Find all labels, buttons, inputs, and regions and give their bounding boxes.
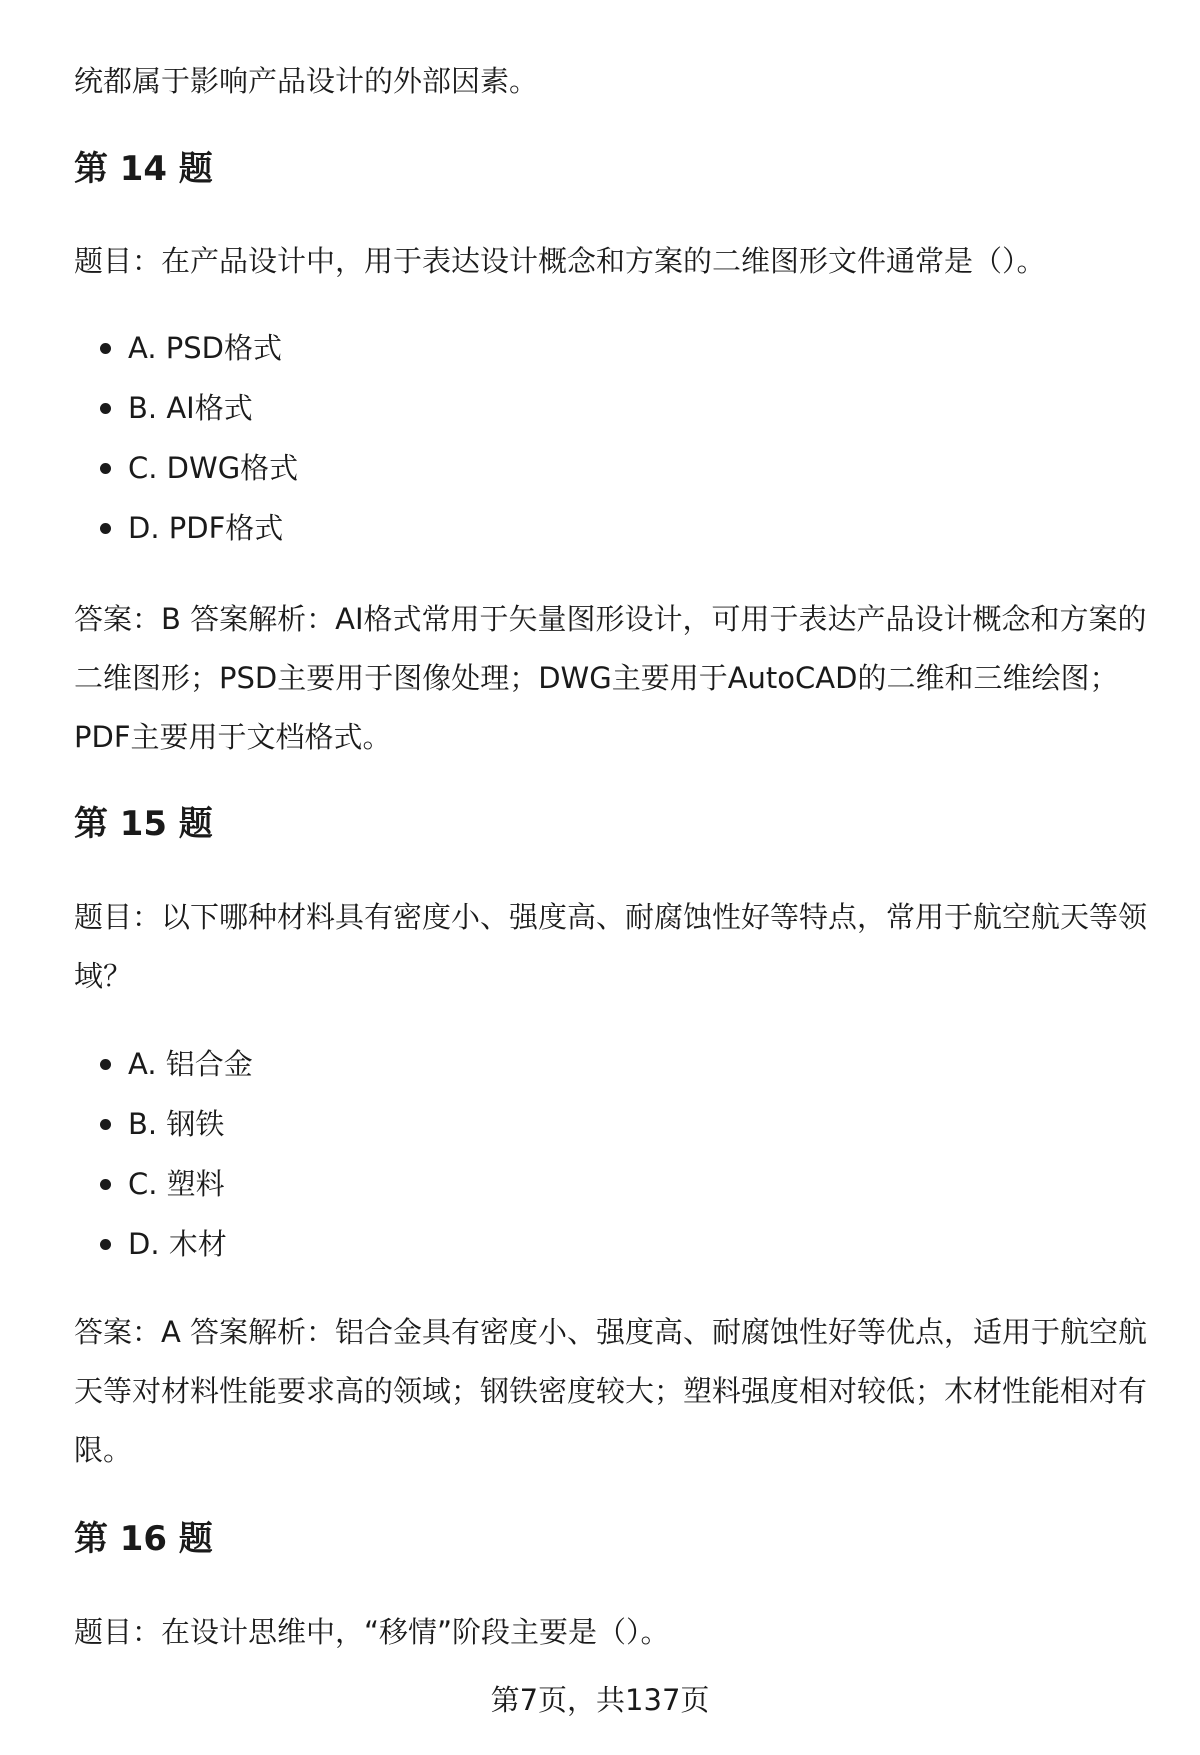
question-15-option-b xyxy=(74,1094,253,1154)
bullet-icon xyxy=(100,1239,111,1250)
option-label: C. DWG格式 xyxy=(128,451,299,485)
question-15-option-c xyxy=(74,1154,253,1214)
option-label: D. PDF格式 xyxy=(128,511,284,545)
question-16-text: 题目：在设计思维中，“移情”阶段主要是（）。 xyxy=(74,1615,670,1649)
option-label: A. PSD格式 xyxy=(128,331,282,365)
option-label: B. 钢铁 xyxy=(128,1107,225,1141)
question-15-options xyxy=(74,1034,253,1274)
question-16-heading: 第 16 题 xyxy=(74,1520,213,1559)
question-14-option-a xyxy=(74,318,298,378)
question-15-text: 题目：以下哪种材料具有密度小、强度高、耐腐蚀性好等特点，常用于航空航天等领域？ xyxy=(74,900,1148,993)
option-label: A. 铝合金 xyxy=(128,1047,253,1081)
question-14-text: 题目：在产品设计中，用于表达设计概念和方案的二维图形文件通常是（）。 xyxy=(74,244,1046,278)
question-14-heading: 第 14 题 xyxy=(74,150,213,189)
intro-text: 统都属于影响产品设计的外部因素。 xyxy=(74,64,539,98)
question-14-answer: 答案：B 答案解析：AI格式常用于矢量图形设计，可用于表达产品设计概念和方案的二维图形；PSD主要用于图像处理；DWG主要用于AutoCAD的二维和三维绘图；PDF主要用于文档格式。 xyxy=(74,602,1147,754)
question-15-heading: 第 15 题 xyxy=(74,805,213,844)
page-footer: 第7页，共137页 xyxy=(490,1683,710,1717)
option-label: C. 塑料 xyxy=(128,1167,225,1201)
bullet-icon xyxy=(100,523,111,534)
question-14-option-c xyxy=(74,438,298,498)
question-15-option-a xyxy=(74,1034,253,1094)
question-15-answer: 答案：A 答案解析：铝合金具有密度小、强度高、耐腐蚀性好等优点，适用于航空航天等对材料性能要求高的领域；钢铁密度较大；塑料强度相对较低；木材性能相对有限。 xyxy=(74,1315,1148,1467)
question-14-options xyxy=(74,318,298,558)
question-14-option-b xyxy=(74,378,298,438)
option-label: D. 木材 xyxy=(128,1227,227,1261)
bullet-icon xyxy=(100,1119,111,1130)
bullet-icon xyxy=(100,1059,111,1070)
question-15-option-d xyxy=(74,1214,253,1274)
bullet-icon xyxy=(100,403,111,414)
option-label: B. AI格式 xyxy=(128,391,253,425)
question-14-option-d xyxy=(74,498,298,558)
bullet-icon xyxy=(100,343,111,354)
bullet-icon xyxy=(100,1179,111,1190)
bullet-icon xyxy=(100,463,111,474)
